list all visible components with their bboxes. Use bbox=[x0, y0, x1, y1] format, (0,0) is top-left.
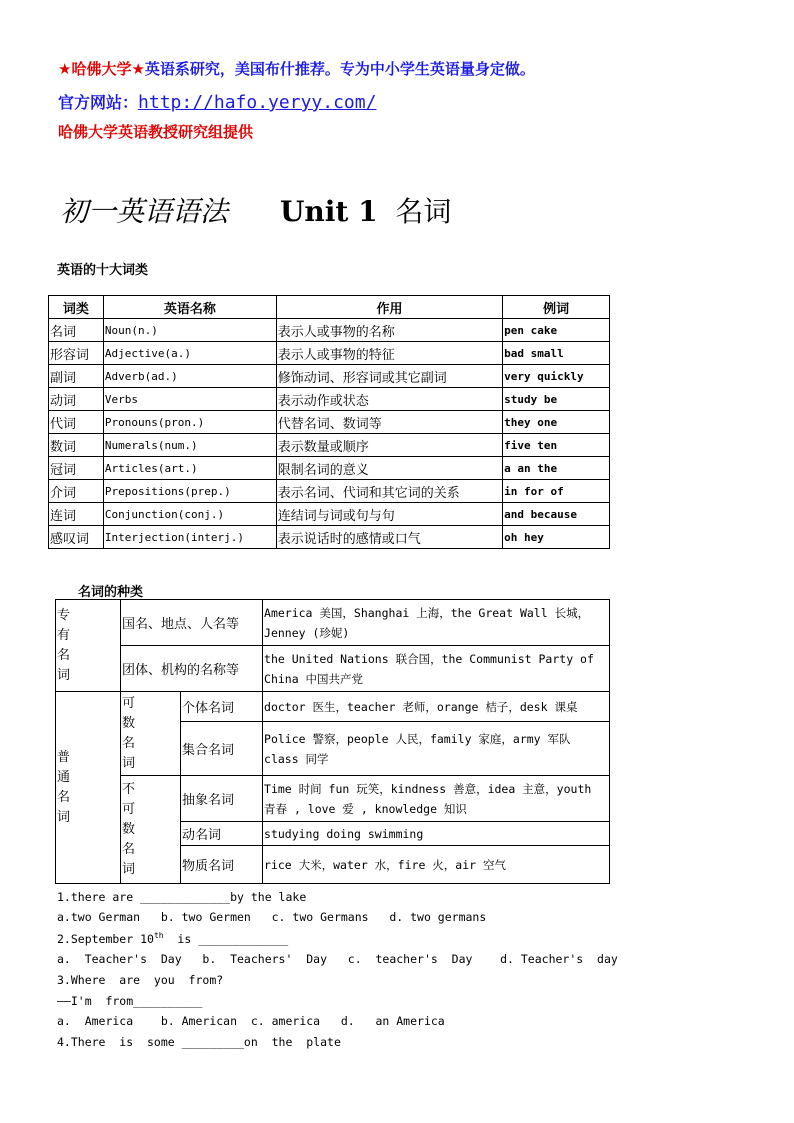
website-line bbox=[58, 90, 376, 113]
examples-cell: Time 时间 fun 玩笑，kindness 善意，idea 主意，youth 青春 , love 爱 , knowledge 知识 bbox=[263, 776, 610, 822]
countable-cell: 可数名词 bbox=[121, 692, 181, 776]
table-row: 连词 Conjunction(conj.) 连结词与词或句与句 and because bbox=[49, 503, 610, 526]
question-3-options: a. America b. American c. america d. an America bbox=[57, 1014, 445, 1028]
category-label: 动名词 bbox=[181, 822, 263, 846]
column-header: 英语名称 bbox=[103, 296, 276, 319]
table-row bbox=[56, 692, 610, 722]
website-link[interactable]: http://hafo.yeryy.com/ bbox=[138, 92, 377, 113]
category-label: 物质名词 bbox=[181, 846, 263, 884]
table-row: 数词 Numerals(num.) 表示数量或顺序 five ten bbox=[49, 434, 610, 457]
table-row: 冠词 Articles(art.) 限制名词的意义 a an the bbox=[49, 457, 610, 480]
examples-cell: America 美国，Shanghai 上海，the Great Wall 长城，Jenney (珍妮) bbox=[263, 600, 610, 646]
examples-cell: rice 大米，water 水，fire 火，air 空气 bbox=[263, 846, 610, 884]
question-3: 3.Where are you from? bbox=[57, 973, 224, 987]
table-row: 介词 Prepositions(prep.) 表示名词、代词和其它词的关系 in for of bbox=[49, 480, 610, 503]
examples-cell: doctor 医生，teacher 老师，orange 桔子，desk 课桌 bbox=[263, 692, 610, 722]
column-header: 例词 bbox=[503, 296, 610, 319]
table-row: 感叹词 Interjection(interj.) 表示说话时的感情或口气 oh hey bbox=[49, 526, 610, 549]
category-label: 国名、地点、人名等 bbox=[121, 600, 263, 646]
question-4: 4.There is some _________on the plate bbox=[57, 1035, 341, 1049]
star-icon: ★ bbox=[58, 60, 72, 78]
promo-text: 英语系研究，美国布什推荐。专为中小学生英语量身定做。 bbox=[144, 60, 535, 78]
table-row: 动词 Verbs 表示动作或状态 study be bbox=[49, 388, 610, 411]
table-row: 代词 Pronouns(pron.) 代替名词、数词等 they one bbox=[49, 411, 610, 434]
examples-cell: the United Nations 联合国，the Communist Party of China 中国共产党 bbox=[263, 646, 610, 692]
question-1-options: a.two German b. two Germen c. two Germans d. two germans bbox=[57, 910, 487, 924]
question-2-options: a. Teacher's Day b. Teachers' Day c. teacher's Day d. Teacher's day bbox=[57, 952, 618, 966]
section2-heading: 名词的种类 bbox=[78, 585, 144, 600]
noun-types-table bbox=[55, 599, 610, 884]
title-unit: Unit 1 bbox=[280, 195, 378, 228]
title-topic: 名词 bbox=[395, 195, 452, 228]
section1-heading: 英语的十大词类 bbox=[57, 263, 149, 278]
question-2: 2.September 10th is _____________ bbox=[57, 931, 289, 946]
table-row bbox=[56, 776, 610, 822]
category-label: 团体、机构的名称等 bbox=[121, 646, 263, 692]
uncountable-cell: 不可数名词 bbox=[121, 776, 181, 884]
table-header-row bbox=[49, 296, 610, 319]
column-header: 作用 bbox=[276, 296, 502, 319]
table-row: 形容词 Adjective(a.) 表示人或事物的特征 bad small bbox=[49, 342, 610, 365]
promo-line bbox=[58, 58, 535, 79]
page-title bbox=[60, 190, 451, 230]
table-row: 名词 Noun(n.) 表示人或事物的名称 pen cake bbox=[49, 319, 610, 342]
table-row bbox=[56, 646, 610, 692]
title-italic: 初一英语语法 bbox=[60, 195, 229, 228]
website-label: 官方网站： bbox=[58, 93, 139, 112]
category-label: 集合名词 bbox=[181, 722, 263, 776]
proper-noun-cell: 专有名词 bbox=[56, 600, 121, 692]
examples-cell: Police 警察，people 人民，family 家庭，army 军队 class 同学 bbox=[263, 722, 610, 776]
examples-cell: studying doing swimming bbox=[263, 822, 610, 846]
word-class-table bbox=[48, 295, 610, 549]
column-header: 词类 bbox=[49, 296, 104, 319]
table-row bbox=[56, 600, 610, 646]
provider-line: 哈佛大学英语教授研究组提供 bbox=[58, 123, 254, 141]
star-icon: ★ bbox=[131, 60, 145, 78]
question-1: 1.there are _____________by the lake bbox=[57, 890, 307, 904]
category-label: 个体名词 bbox=[181, 692, 263, 722]
school-name: 哈佛大学 bbox=[71, 60, 132, 78]
table-row: 副词 Adverb(ad.) 修饰动词、形容词或其它副词 very quickly bbox=[49, 365, 610, 388]
category-label: 抽象名词 bbox=[181, 776, 263, 822]
common-noun-cell: 普通名词 bbox=[56, 692, 121, 884]
question-3-line: ——I'm from__________ bbox=[57, 994, 203, 1008]
